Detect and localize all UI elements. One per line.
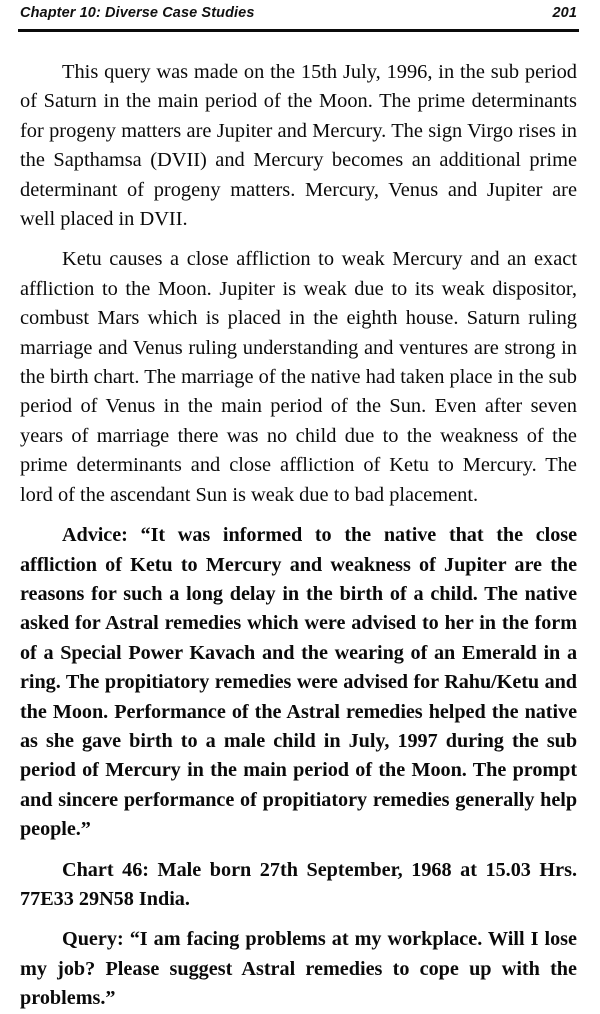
paragraph-advice: Advice: “It was informed to the native that the close affliction of Ketu to Mercury and weakness of Jupiter are the reasons for such a long delay in the birth of a child. The native asked for Astral remedies which were advised to her in the form of a Special Power Kavach and the wearing of an Emerald in a ring. The propitiatory remedies were advised for Rahu/Ketu and the Moon. Performance of the Astral remedies helped the native as she gave birth to a male child in July, 1997 during the sub period of Mercury in the main period of the Moon. The prompt and sincere performance of propitiatory remedies generally help people.”: [20, 524, 577, 841]
paragraph-query-46: Query: “I am facing problems at my workplace. Will I lose my job? Please suggest Astral remedies to cope up with the problems.”: [20, 928, 577, 1010]
body-text-column: [20, 58, 577, 1014]
running-header: [20, 5, 577, 21]
paragraph-query-date: This query was made on the 15th July, 1996, in the sub period of Saturn in the main period of the Moon. The prime determinants for progeny matters are Jupiter and Mercury. The sign Virgo rises in the Sapthamsa (DVII) and Mercury becomes an additional prime determinant of progeny matters. Mercury, Venus and Jupiter are well placed in DVII.: [20, 61, 577, 231]
page-number: 201: [552, 5, 577, 21]
header-rule-divider: [18, 29, 579, 32]
paragraph-chart-46-heading: Chart 46: Male born 27th September, 1968 at 15.03 Hrs. 77E33 29N58 India.: [20, 858, 577, 910]
chapter-title: Chapter 10: Diverse Case Studies: [20, 5, 255, 21]
paragraph-ketu-affliction: Ketu causes a close affliction to weak Mercury and an exact affliction to the Moon. Jupiter is weak due to its weak dispositor, combust Mars which is placed in the eighth house. Saturn ruling marriage and Venus ruling understanding and ventures are strong in the birth chart. The marriage of the native had taken place in the sub period of Venus in the main period of the Sun. Even after seven years of marriage there was no child due to the weakness of the prime determinants and close affliction of Ketu to Mercury. The lord of the ascendant Sun is weak due to bad placement.: [20, 248, 577, 506]
